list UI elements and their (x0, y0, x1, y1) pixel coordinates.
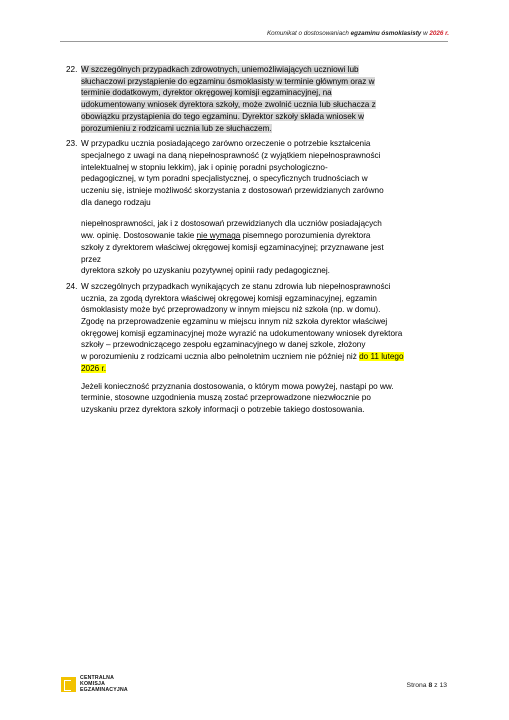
item-text-line: obowiązku przystąpienia do tego egzaminu. Dyrektor szkoły składa wniosek w (81, 111, 365, 121)
item-note-line: terminie, stosowne uzgodnienia muszą zostać przeprowadzone niezwłocznie po (81, 393, 371, 403)
page-total: 13 (439, 682, 447, 689)
item-text-line: szkoły z dyrektorem właściwej okręgowej komisji egzaminacyjnej; przyznawane jest (81, 242, 384, 252)
item-note-line: uzyskaniu przez dyrektora szkoły informacji o potrzebie takiego dostosowania. (81, 404, 365, 414)
item-text-line: specjalnego z uwagi na daną niepełnosprawność (z wyjątkiem niepełnosprawności (81, 150, 381, 160)
item-text-line: w porozumieniu z rodzicami ucznia albo pełnoletnim uczniem nie później niż do 11 lutego (81, 352, 404, 362)
underlined-phrase: nie wymaga (196, 231, 241, 241)
cke-logo-icon (61, 677, 76, 692)
item-text-line: Zgodę na przeprowadzenie egzaminu w miejscu innym niż szkoła dyrektor właściwej (81, 317, 388, 327)
item-text-line: niepełnosprawności, jak i z dostosowań przewidzianych dla uczniów posiadających (81, 219, 382, 229)
item-number: 23. (66, 139, 78, 149)
item-text-line: W szczególnych przypadkach zdrowotnych, uniemożliwiających uczniowi lub (81, 65, 359, 74)
item-note-line: Jeżeli konieczność przyznania dostosowania, o którym mowa powyżej, nastąpi po ww. (81, 381, 394, 391)
item-number: 24. (66, 281, 78, 291)
deadline-highlight: do 11 lutego (359, 352, 404, 362)
list-item-23 (66, 138, 446, 277)
list-item-22 (66, 64, 446, 134)
header-year: 2026 r. (429, 30, 449, 37)
item-text-line: ucznia, za zgodą dyrektora właściwej okręgowej komisji egzaminacyjnej, egzamin (81, 293, 377, 303)
cke-logo-text: CENTRALNA KOMISJA EGZAMINACYJNA (80, 675, 128, 693)
page-number: Strona 8 z 13 (406, 682, 447, 689)
running-header (267, 30, 449, 37)
item-text-line: szkoły – przewodniczącego zespołu egzaminacyjnego w danej szkole, złożony (81, 340, 366, 350)
item-text-line: okręgowej komisji egzaminacyjnej może wyrazić na udokumentowany wniosek dyrektora (81, 328, 403, 338)
item-text-line: W szczególnych przypadkach wynikających ze stanu zdrowia lub niepełnosprawności (81, 281, 391, 291)
item-text-line: W przypadku ucznia posiadającego zarówno orzeczenie o potrzebie kształcenia (81, 139, 371, 149)
header-rule (60, 41, 448, 42)
list-item-24 (66, 281, 446, 416)
item-text-line: słuchaczowi przystąpienie do egzaminu ósmoklasisty w terminie głównym oraz w (81, 76, 375, 86)
item-text-line: ww. opinię. Dostosowanie takie nie wymaga pisemnego porozumienia dyrektora (81, 231, 371, 241)
header-mid: w (421, 30, 430, 37)
item-text-line: ósmoklasisty może być przeprowadzony w innym miejscu niż szkoła (np. w domu). (81, 305, 381, 315)
item-text-line: porozumieniu z rodzicami ucznia lub ze słuchaczem. (81, 123, 272, 133)
cke-logo (61, 676, 128, 693)
item-text-line: przez (81, 254, 102, 264)
page-current: 8 (428, 682, 433, 689)
item-text-line: terminie dodatkowym, dyrektor okręgowej komisji egzaminacyjnej, na (81, 88, 332, 98)
item-text-line: intelektualnej w stopniu lekkim), jak i opinię poradni psychologiczno- (81, 162, 328, 172)
document-body (66, 64, 446, 420)
item-text-line: dyrektora szkoły po uzyskaniu pozytywnej opinii rady pedagogicznej. (81, 266, 330, 276)
item-number: 22. (66, 65, 78, 74)
item-text-line: uczeniu się, istnieje możliwość skorzystania z dostosowań przewidzianych zarówno (81, 186, 384, 196)
deadline-highlight-year: 2026 r. (81, 363, 107, 373)
header-prefix: Komunikat o dostosowaniach (266, 30, 351, 37)
item-text-line: pedagogicznej, w tym poradni specjalistycznej, o specyficznych trudnościach w (81, 174, 368, 184)
item-text-line: udokumentowany wniosek dyrektora szkoły, może zwolnić ucznia lub słuchacza z (81, 100, 376, 110)
item-text-line: dla danego rodzaju (81, 197, 151, 207)
header-exam-name: egzaminu ósmoklasisty (350, 30, 422, 37)
